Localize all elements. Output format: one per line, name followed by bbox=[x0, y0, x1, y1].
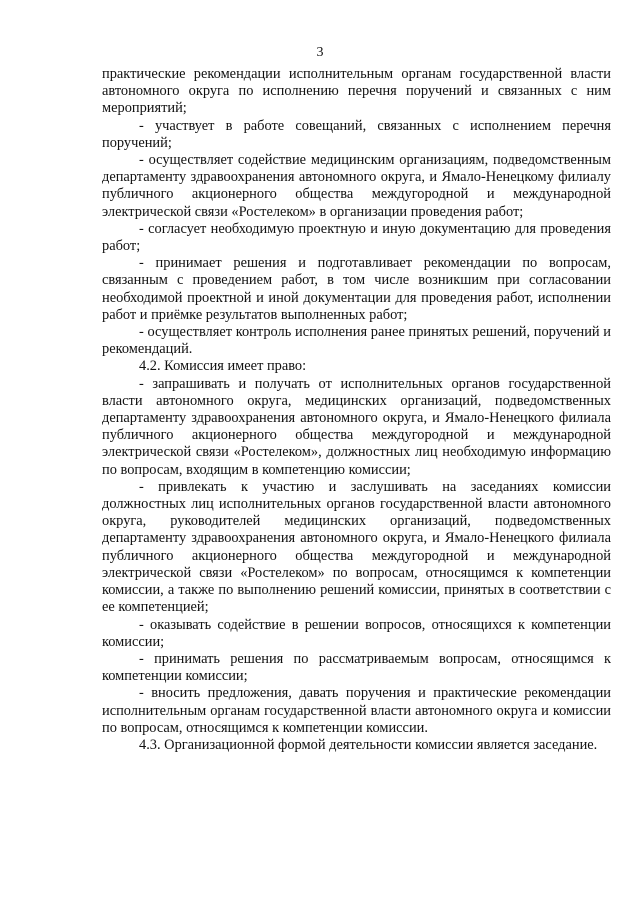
section-heading-4-2: 4.2. Комиссия имеет право: bbox=[139, 358, 307, 375]
document-body bbox=[102, 66, 611, 754]
paragraph-controls-execution: - осуществляет контроль исполнения ранее принятых решений, поручений и рекомендаций. bbox=[102, 324, 611, 358]
paragraph-assist-solving: - оказывать содействие в решении вопросов, относящихся к компетенции комиссии; bbox=[102, 616, 611, 650]
page-number: 3 bbox=[316, 45, 324, 60]
section-4-3-meeting-form: 4.3. Организационной формой деятельности комиссии является заседание. bbox=[139, 736, 598, 753]
paragraph-makes-decisions: - принимает решения и подготавливает рекомендации по вопросам, связанным с проведением работ, в том числе возникшим при согласовании необходимой проектной и иной документации для проведения работ, исполнении работ и приёмке результатов выполненных работ; bbox=[102, 255, 611, 323]
paragraph-participates-meetings: - участвует в работе совещаний, связанных с исполнением перечня поручений; bbox=[102, 117, 611, 151]
paragraph-request-information: - запрашивать и получать от исполнительных органов государственной власти автономного округа, медицинских организаций, подведомственных департаменту здравоохранения автономного округа, и Ямало-Ненецкого филиала публичного акционерного общества междугородной и международной электрической связи «Ростелеком», должностных лиц необходимую информацию по вопросам, входящим в компетенцию комиссии; bbox=[102, 375, 611, 478]
paragraph-assists-organizations: - осуществляет содействие медицинским организациям, подведомственным департаменту здравоохранения автономного округа, и Ямало-Ненецкому филиалу публичного акционерного общества междугородной и международной электрической связи «Ростелеком» в организации проведения работ; bbox=[102, 152, 611, 220]
paragraph-invite-officials: - привлекать к участию и заслушивать на заседаниях комиссии должностных лиц исполнительных органов государственной власти автономного округа, руководителей медицинских организаций, подведомственных департаменту здравоохранения автономного округа, и Ямало-Ненецкого филиала публичного акционерного общества междугородной и международной электрической связи «Ростелеком» по вопросам, относящимся к компетенции комиссии, а также по выполнению решений комиссии, принятых в соответствии с ее компетенцией; bbox=[102, 478, 611, 616]
paragraph-make-decisions-competence: - принимать решения по рассматриваемым вопросам, относящимся к компетенции комиссии; bbox=[102, 650, 611, 685]
paragraph-approves-documentation: - согласует необходимую проектную и иную документацию для проведения работ; bbox=[102, 220, 611, 255]
paragraph-continuation: практические рекомендации исполнительным органам государственной власти автономного округа по исполнению перечня поручений и связанных с ним мероприятий; bbox=[102, 66, 611, 117]
paragraph-submit-proposals: - вносить предложения, давать поручения и практические рекомендации исполнительным органам государственной власти автономного округа и комиссии по вопросам, относящимся к компетенции комиссии. bbox=[102, 685, 611, 736]
